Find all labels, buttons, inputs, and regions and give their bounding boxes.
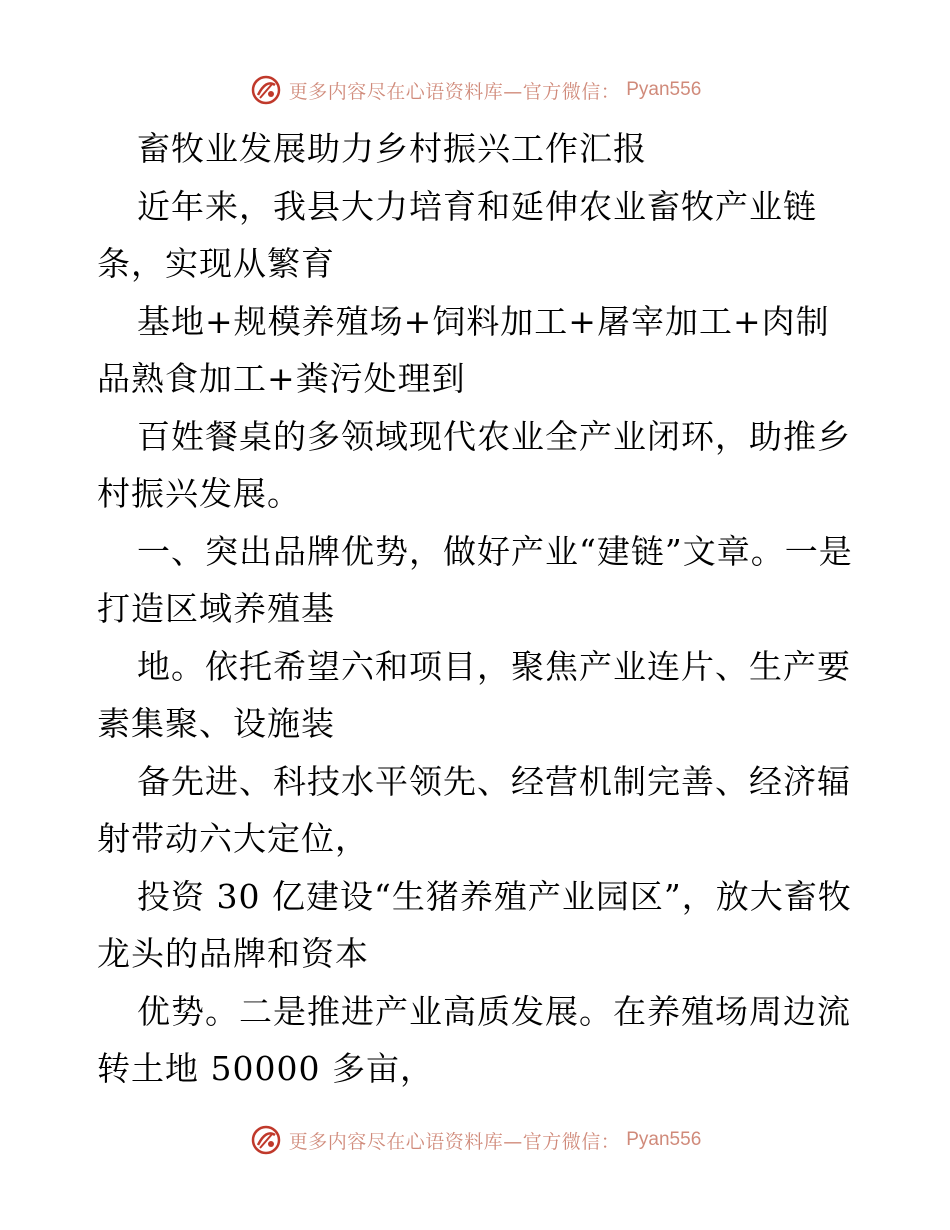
watermark-id: Pyan556 — [626, 79, 702, 100]
brand-logo-icon — [249, 1123, 283, 1157]
brand-logo-icon — [249, 73, 283, 107]
paragraph: 优势。二是推进产业高质发展。在养殖场周边流转土地 50000 多亩， — [97, 991, 851, 1088]
paragraph: 投资 30 亿建设“生猪养殖产业园区”，放大畜牧龙头的品牌和资本 — [97, 876, 852, 973]
watermark-text: 更多内容尽在心语资料库—官方微信： — [288, 80, 621, 103]
paragraph: 备先进、科技水平领先、经营机制完善、经济辐射带动六大定位， — [97, 761, 851, 858]
watermark-id: Pyan556 — [626, 1129, 702, 1150]
watermark-text: 更多内容尽在心语资料库—官方微信： — [288, 1130, 621, 1153]
paragraph: 百姓餐桌的多领域现代农业全产业闭环，助推乡村振兴发展。 — [97, 416, 851, 513]
paragraph: 地。依托希望六和项目，聚焦产业连片、生产要素集聚、设施装 — [97, 646, 851, 743]
paragraph: 近年来，我县大力培育和延伸农业畜牧产业链条，实现从繁育 — [97, 186, 817, 283]
document-body — [97, 120, 857, 1098]
footer-watermark — [0, 1120, 950, 1160]
paragraph: 基地+规模养殖场+饲料加工+屠宰加工+肉制品熟食加工+粪污处理到 — [97, 301, 830, 398]
header-watermark — [0, 70, 950, 110]
paragraph: 一、突出品牌优势，做好产业“建链”文章。一是打造区域养殖基 — [97, 531, 853, 628]
document-title: 畜牧业发展助力乡村振兴工作汇报 — [137, 129, 647, 168]
